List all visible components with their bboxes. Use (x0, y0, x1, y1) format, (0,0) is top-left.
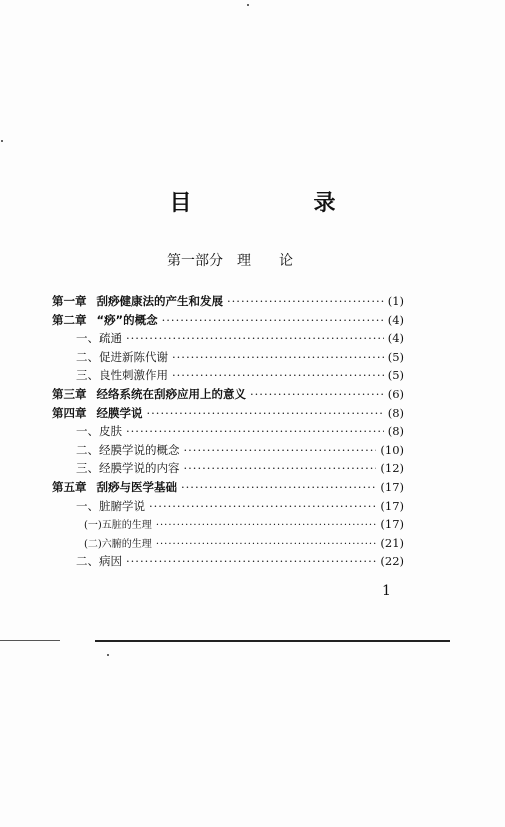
toc-section (52, 459, 404, 478)
page-ref: (12) (380, 461, 404, 476)
chapter-number: 第四章 (52, 405, 87, 420)
scan-speck (107, 654, 109, 656)
toc-section (52, 348, 404, 367)
dot-leader (172, 366, 384, 385)
edge-rule (0, 640, 60, 641)
page-ref: (21) (380, 535, 404, 550)
page-ref: (10) (380, 442, 404, 457)
page-ref: (17) (380, 498, 404, 513)
page-ref: (6) (387, 386, 404, 401)
section-title: 三、经膜学说的内容 (76, 461, 180, 476)
toc-chapter (52, 311, 404, 330)
dot-leader (162, 311, 384, 330)
section-title: 二、促进新陈代谢 (76, 349, 168, 364)
toc-chapter (52, 385, 404, 404)
page-ref: (5) (387, 349, 404, 364)
dot-leader (250, 385, 384, 404)
page-ref: (17) (380, 517, 404, 532)
section-title: 三、良性刺激作用 (76, 368, 168, 383)
toc-section (52, 422, 404, 441)
page-number: 1 (382, 583, 391, 599)
toc-chapter (52, 478, 404, 497)
toc-subsection (52, 534, 404, 553)
dot-leader (156, 517, 377, 536)
chapter-title: 经膜学说 (96, 405, 143, 420)
bottom-rule (95, 640, 450, 642)
dot-leader (184, 459, 377, 478)
toc-section (52, 329, 404, 348)
chapter-title: “痧”的概念 (96, 312, 158, 327)
page-ref: (8) (387, 405, 404, 420)
chapter-title: 经络系统在刮痧应用上的意义 (96, 386, 246, 401)
section-title: 一、脏腑学说 (76, 498, 145, 513)
page-ref: (5) (387, 368, 404, 383)
dot-leader (126, 552, 376, 571)
section-title: 一、疏通 (76, 331, 122, 346)
scan-speck (1, 140, 3, 142)
subsection-title: (一)五脏的生理 (84, 520, 152, 532)
section-title: 二、病因 (76, 554, 122, 569)
toc-chapter (52, 292, 404, 311)
dot-leader (172, 348, 384, 367)
toc-section (52, 366, 404, 385)
page-ref: (4) (387, 312, 404, 327)
dot-leader (181, 478, 376, 497)
toc-section (52, 441, 404, 460)
dot-leader (184, 441, 377, 460)
page-ref: (1) (387, 294, 404, 308)
toc-title: 目 录 (169, 191, 386, 216)
chapter-title: 刮痧与医学基础 (96, 479, 177, 494)
table-of-contents (52, 292, 404, 571)
page-ref: (17) (380, 479, 404, 494)
dot-leader (126, 422, 384, 441)
scan-speck (247, 4, 249, 6)
dot-leader (147, 404, 384, 423)
chapter-number: 第三章 (52, 386, 87, 401)
subsection-title: (二)六腑的生理 (84, 538, 152, 550)
page-ref: (4) (387, 331, 404, 346)
chapter-number: 第一章 (52, 294, 87, 308)
page-ref: (8) (387, 424, 404, 439)
dot-leader (227, 292, 384, 311)
chapter-number: 第五章 (52, 479, 87, 494)
chapter-title: 刮痧健康法的产生和发展 (96, 294, 223, 308)
toc-section (52, 552, 404, 571)
toc-section (52, 497, 404, 516)
page-ref: (22) (380, 554, 404, 569)
section-title: 一、皮肤 (76, 424, 122, 439)
toc-subsection (52, 515, 404, 534)
dot-leader (126, 329, 384, 348)
part-heading: 第一部分 理 论 (167, 253, 293, 269)
toc-chapter (52, 404, 404, 423)
section-title: 二、经膜学说的概念 (76, 442, 180, 457)
dot-leader (149, 497, 376, 516)
chapter-number: 第二章 (52, 312, 87, 327)
